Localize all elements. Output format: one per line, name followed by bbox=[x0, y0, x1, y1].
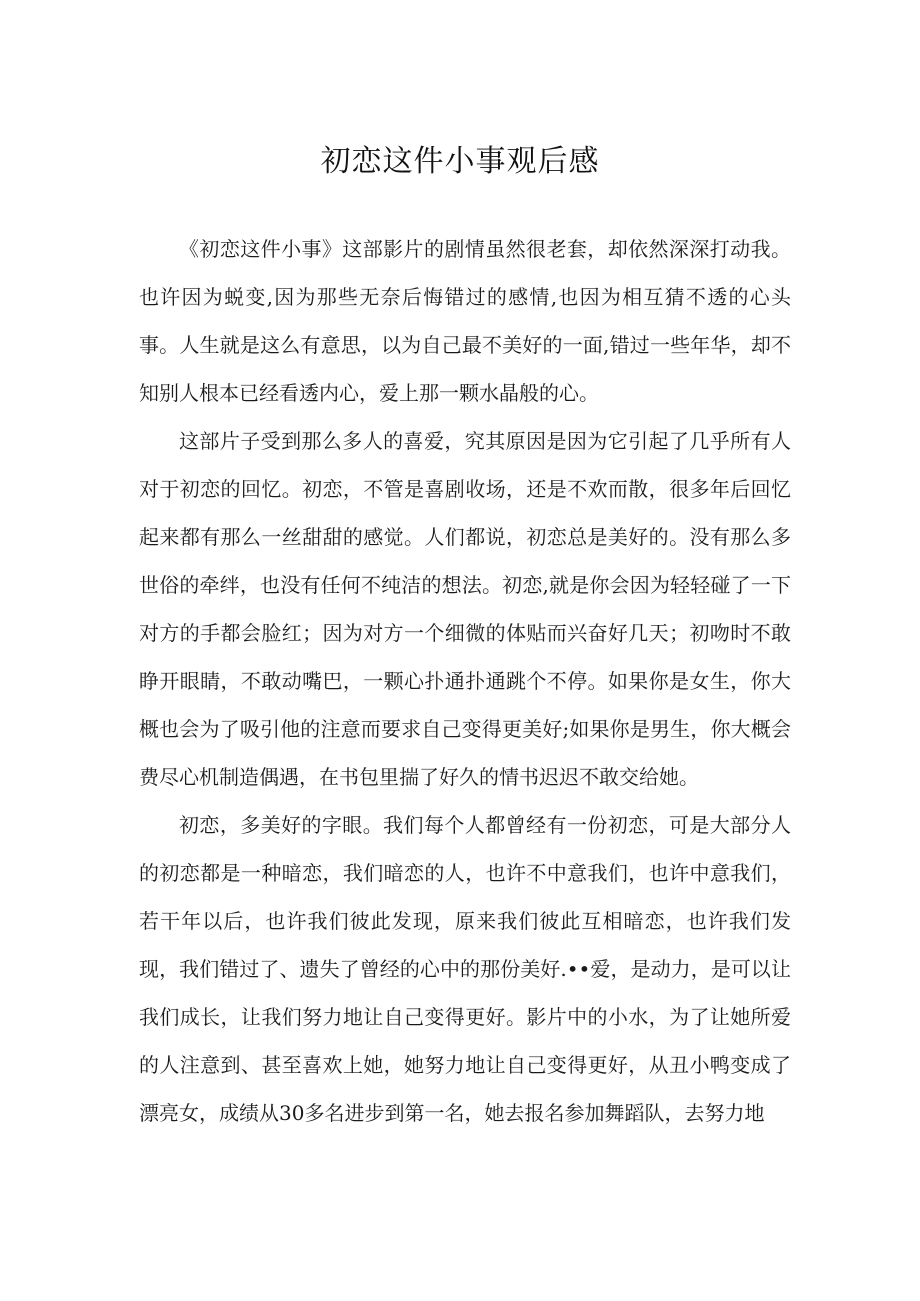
paragraph: 《初恋这件小事》这部影片的剧情虽然很老套，却依然深深打动我。也许因为蜕变,因为那些无奈后悔错过的感情,也因为相互猜不透的心头事。人生就是这么有意思，以为自己最不美好的一面,错过一些年华，却不知别人根本已经看透内心，爱上那一颗水晶般的心。 bbox=[139, 237, 791, 405]
paragraph: 这部片子受到那么多人的喜爱，究其原因是因为它引起了几乎所有人对于初恋的回忆。初恋，不管是喜剧收场，还是不欢而散，很多年后回忆起来都有那么一丝甜甜的感觉。人们都说，初恋总是美好的。没有那么多世俗的牵绊，也没有任何不纯洁的想法。初恋,就是你会因为轻轻碰了一下对方的手都会脸红；因为对方一个细微的体贴而兴奋好几天；初吻时不敢睁开眼睛，不敢动嘴巴，一颗心扑通扑通跳个不停。如果你是女生，你大概也会为了吸引他的注意而要求自己变得更美好;如果你是男生，你大概会费尽心机制造偶遇，在书包里揣了好久的情书迟迟不敢交给她。 bbox=[139, 429, 791, 789]
document-body bbox=[139, 225, 791, 1137]
paragraph: 初恋，多美好的字眼。我们每个人都曾经有一份初恋，可是大部分人的初恋都是一种暗恋，我们暗恋的人，也许不中意我们，也许中意我们，若干年以后，也许我们彼此发现，原来我们彼此互相暗恋，也许我们发现，我们错过了、遗失了曾经的心中的那份美好.••爱，是动力，是可以让我们成长，让我们努力地让自己变得更好。影片中的小水，为了让她所爱的人注意到、甚至喜欢上她，她努力地让自己变得更好，从丑小鸭变成了漂亮女，成绩从30多名进步到第一名，她去报名参加舞蹈队，去努力地 bbox=[139, 813, 791, 1125]
page-title: 初恋这件小事观后感 bbox=[320, 144, 600, 179]
